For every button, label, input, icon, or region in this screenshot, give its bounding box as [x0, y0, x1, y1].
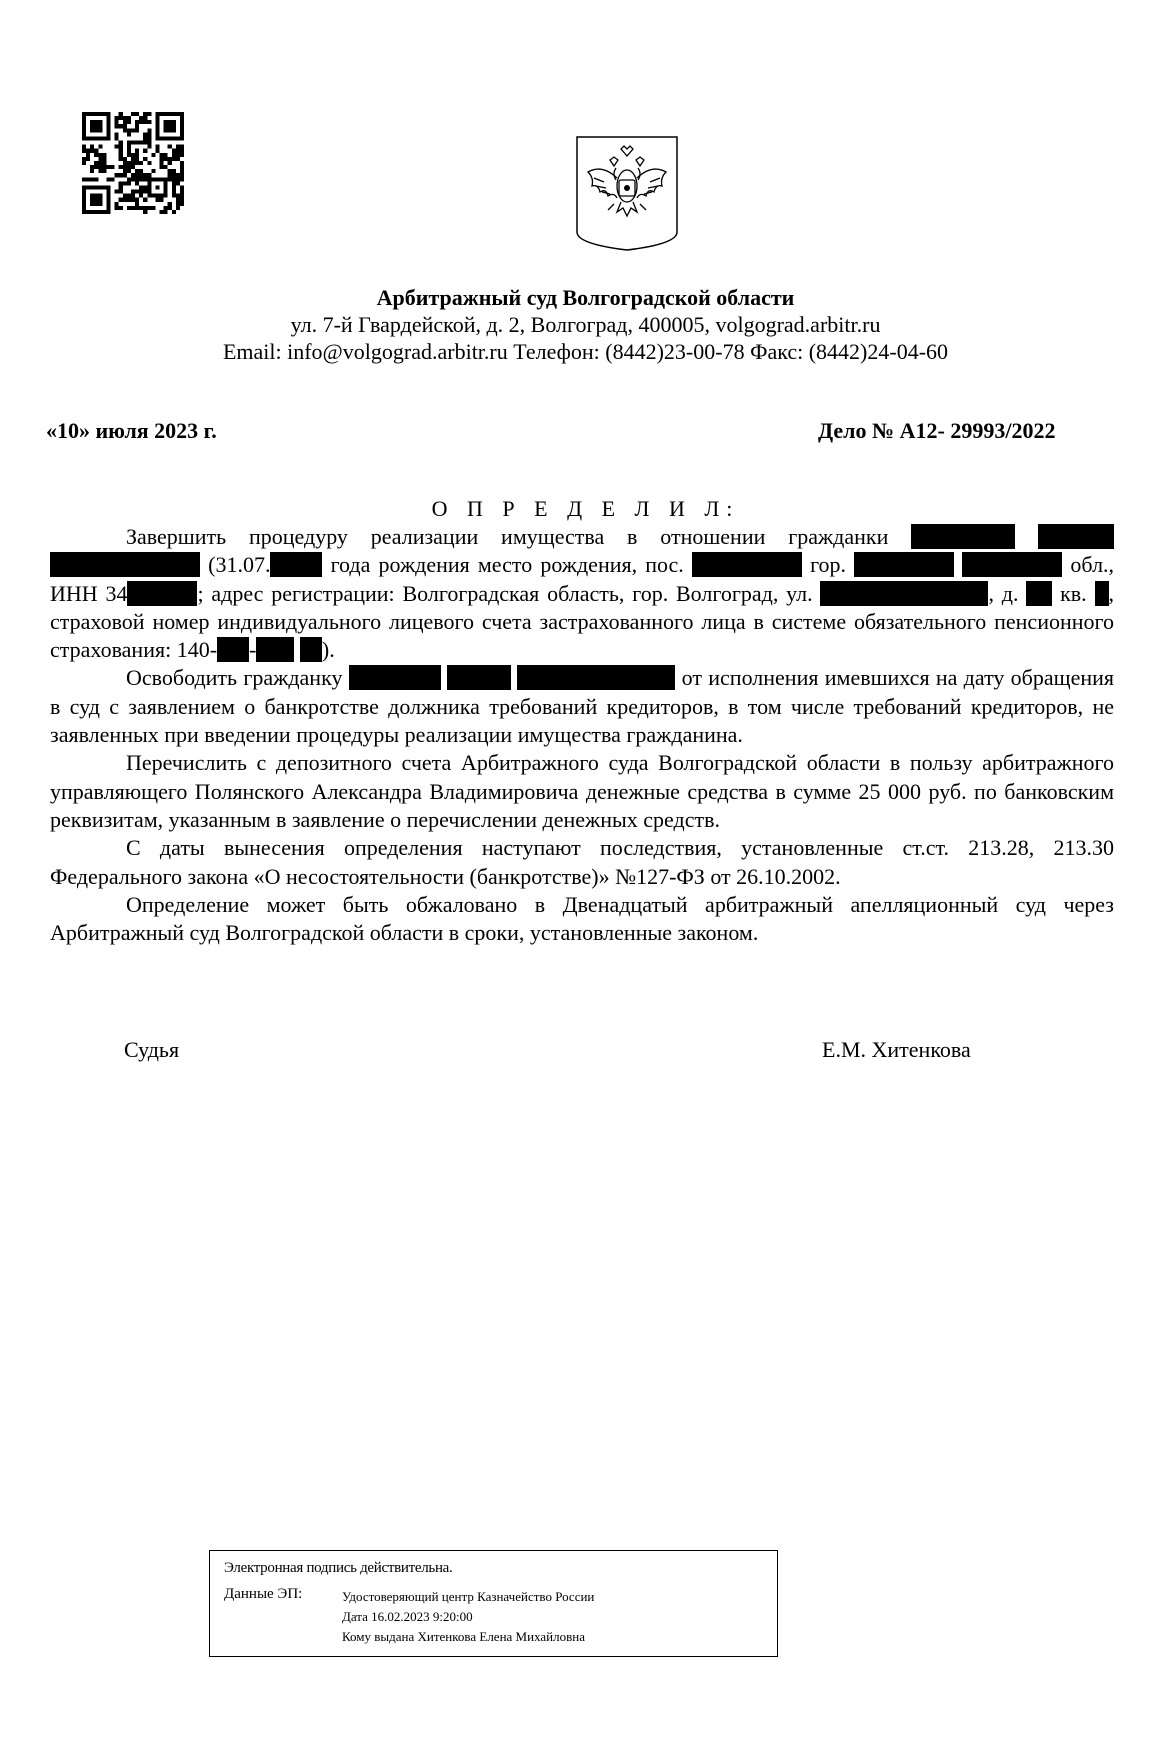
document-date: «10» июля 2023 г.	[46, 418, 217, 443]
redaction	[127, 581, 197, 606]
judge-role: Судья	[124, 1037, 180, 1062]
redaction	[217, 637, 249, 662]
redaction	[962, 552, 1062, 577]
redaction	[854, 552, 954, 577]
redaction	[1026, 581, 1052, 606]
redaction	[820, 581, 988, 606]
redaction	[692, 552, 802, 577]
paragraph-consequences: С даты вынесения определения наступают последствия, установленные ст.ст. 213.28, 213.30 Федерального закона «О несостоятельности (банкротстве)» №127-ФЗ от 26.10.2002.	[50, 835, 1114, 889]
redaction	[517, 665, 675, 690]
redaction	[300, 637, 322, 662]
ruling-heading: О П Р Е Д Е Л И Л:	[431, 496, 740, 521]
e-signature-issuer: Удостоверяющий центр Казначейство России	[342, 1589, 595, 1604]
case-number: Дело № А12- 29993/2022	[818, 418, 1056, 443]
court-name: Арбитражный суд Волгоградской области	[376, 285, 795, 310]
redaction	[270, 552, 322, 577]
redaction	[1095, 581, 1109, 606]
paragraph-transfer-funds: Перечислить с депозитного счета Арбитражного суда Волгоградской области в пользу арбитражного управляющего Полянского Александра Владимировича денежные средства в сумме 25 000 руб. по банковским реквизитам, указанным в заявление о перечислении денежных средств.	[50, 750, 1114, 832]
redaction	[911, 524, 1015, 549]
redaction	[1038, 524, 1114, 549]
e-signature-label: Данные ЭП:	[224, 1586, 303, 1602]
e-signature-title: Электронная подпись действительна.	[224, 1560, 453, 1576]
paragraph-complete-procedure: Завершить процедуру реализации имущества в отношении гражданки (31.07. года рождения место рождения, пос. гор. обл., ИНН 34 ; адрес регистрации: Волгоградская область, гор. Волгоград, ул. , д. кв. , страховой номер индивидуального лицевого счета застрахованного лица в системе обязательного пенсионного страхования: 140- - ).	[50, 524, 1115, 663]
ruling-body	[50, 523, 1114, 947]
redaction	[349, 665, 441, 690]
qr-code	[82, 112, 184, 214]
e-signature-stamp	[209, 1550, 778, 1657]
redaction	[50, 552, 200, 577]
redaction	[447, 665, 511, 690]
redaction	[256, 637, 294, 662]
coat-of-arms-emblem	[574, 134, 680, 252]
paragraph-release-debtor: Освободить гражданку от исполнения имевшихся на дату обращения в суд с заявлением о банкротстве должника требований кредиторов, в том числе требований кредиторов, не заявленных при введении процедуры реализации имущества гражданина.	[50, 665, 1115, 748]
court-contacts: Email: info@volgograd.arbitr.ru Телефон: (8442)23-00-78 Факс: (8442)24-04-60	[222, 339, 949, 364]
e-signature-date: Дата 16.02.2023 9:20:00	[342, 1609, 473, 1624]
judge-name: Е.М. Хитенкова	[822, 1037, 971, 1062]
e-signature-issued-to: Кому выдана Хитенкова Елена Михайловна	[342, 1629, 585, 1644]
paragraph-appeal: Определение может быть обжаловано в Двенадцатый арбитражный апелляционный суд через Арбитражный суд Волгоградской области в сроки, установленные законом.	[50, 891, 1114, 946]
court-address: ул. 7-й Гвардейской, д. 2, Волгоград, 400005, volgograd.arbitr.ru	[290, 312, 881, 337]
